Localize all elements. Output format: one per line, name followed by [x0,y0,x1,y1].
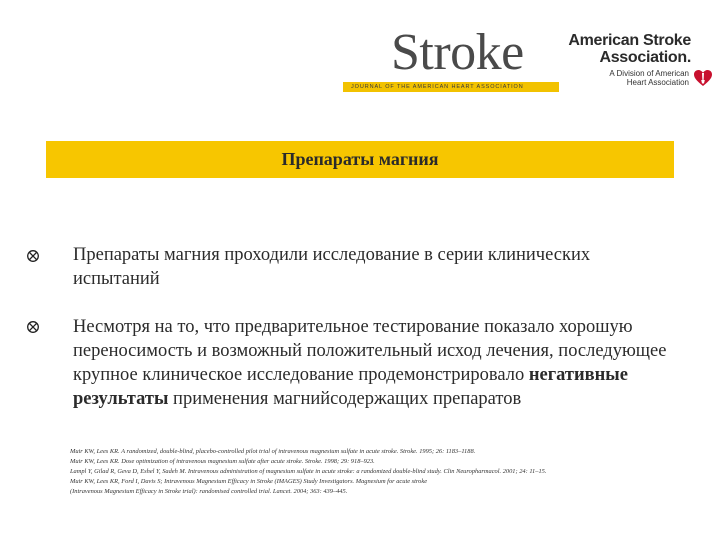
reference-line: Muir KW, Lees KR. Dose optimization of intravenous magnesium sulfate after acute stroke. Stroke. 1998; 29: 918–923. [70,458,375,465]
asa-logo [563,32,713,92]
reference-line: Muir KW, Lees KR, Ford I, Davis S; Intravenous Magnesium Efficacy in Stroke (IMAGES) Study Investigators. Magnesium for acute stroke [70,478,428,485]
bullet-text-bold: негативные результаты [73,365,628,409]
bullet-text: Несмотря на то, что предварительное тестирование показало хорошую переносимость и возможный положительный исход лечения, последующее крупное клиническое исследование продемонстрировало [73,317,667,385]
heart-torch-icon [693,68,713,88]
asa-name-line1: American Stroke [568,32,691,49]
bullet-item [73,315,693,411]
asa-name-line2: Association. [599,49,691,66]
references [70,447,710,497]
reference-line: Lampl Y, Gilad R, Geva D, Eshel Y, Sadeh M. Intravenous administration of magnesium sulfate in acute stroke: a randomized double-blind study. Clin Neuropharmacol. 2001; 24: 11–15. [70,468,547,475]
bullet-text: Препараты магния проходили исследование в серии клинических испытаний [73,245,591,289]
reference-line: Muir KW, Lees KR. A randomized, double-blind, placebo-controlled pilot trial of intravenous magnesium sulfate in acute stroke. Stroke. 1995; 26: 1183–1188. [70,448,476,455]
asa-sub-line1: A Division of American [609,69,689,78]
bullet-text: применения магнийсодержащих препаратов [168,389,522,409]
asa-subtitle [609,69,689,87]
slide-title: Препараты магния [281,149,439,169]
bullet-x-icon [27,250,39,262]
reference-line: (Intravenous Magnesium Efficacy in Stroke trial): randomised controlled trial. Lancet. 2004; 363: 439–445. [70,488,348,495]
asa-name [568,32,691,66]
journal-subtitle: JOURNAL OF THE AMERICAN HEART ASSOCIATION [351,84,524,90]
journal-title: Stroke [391,24,524,81]
asa-sub-line2: Heart Association [626,78,689,87]
bullet-x-icon [27,321,39,333]
journal-logo [343,24,559,92]
slide-title-bar [46,141,674,178]
bullet-item [73,243,673,291]
